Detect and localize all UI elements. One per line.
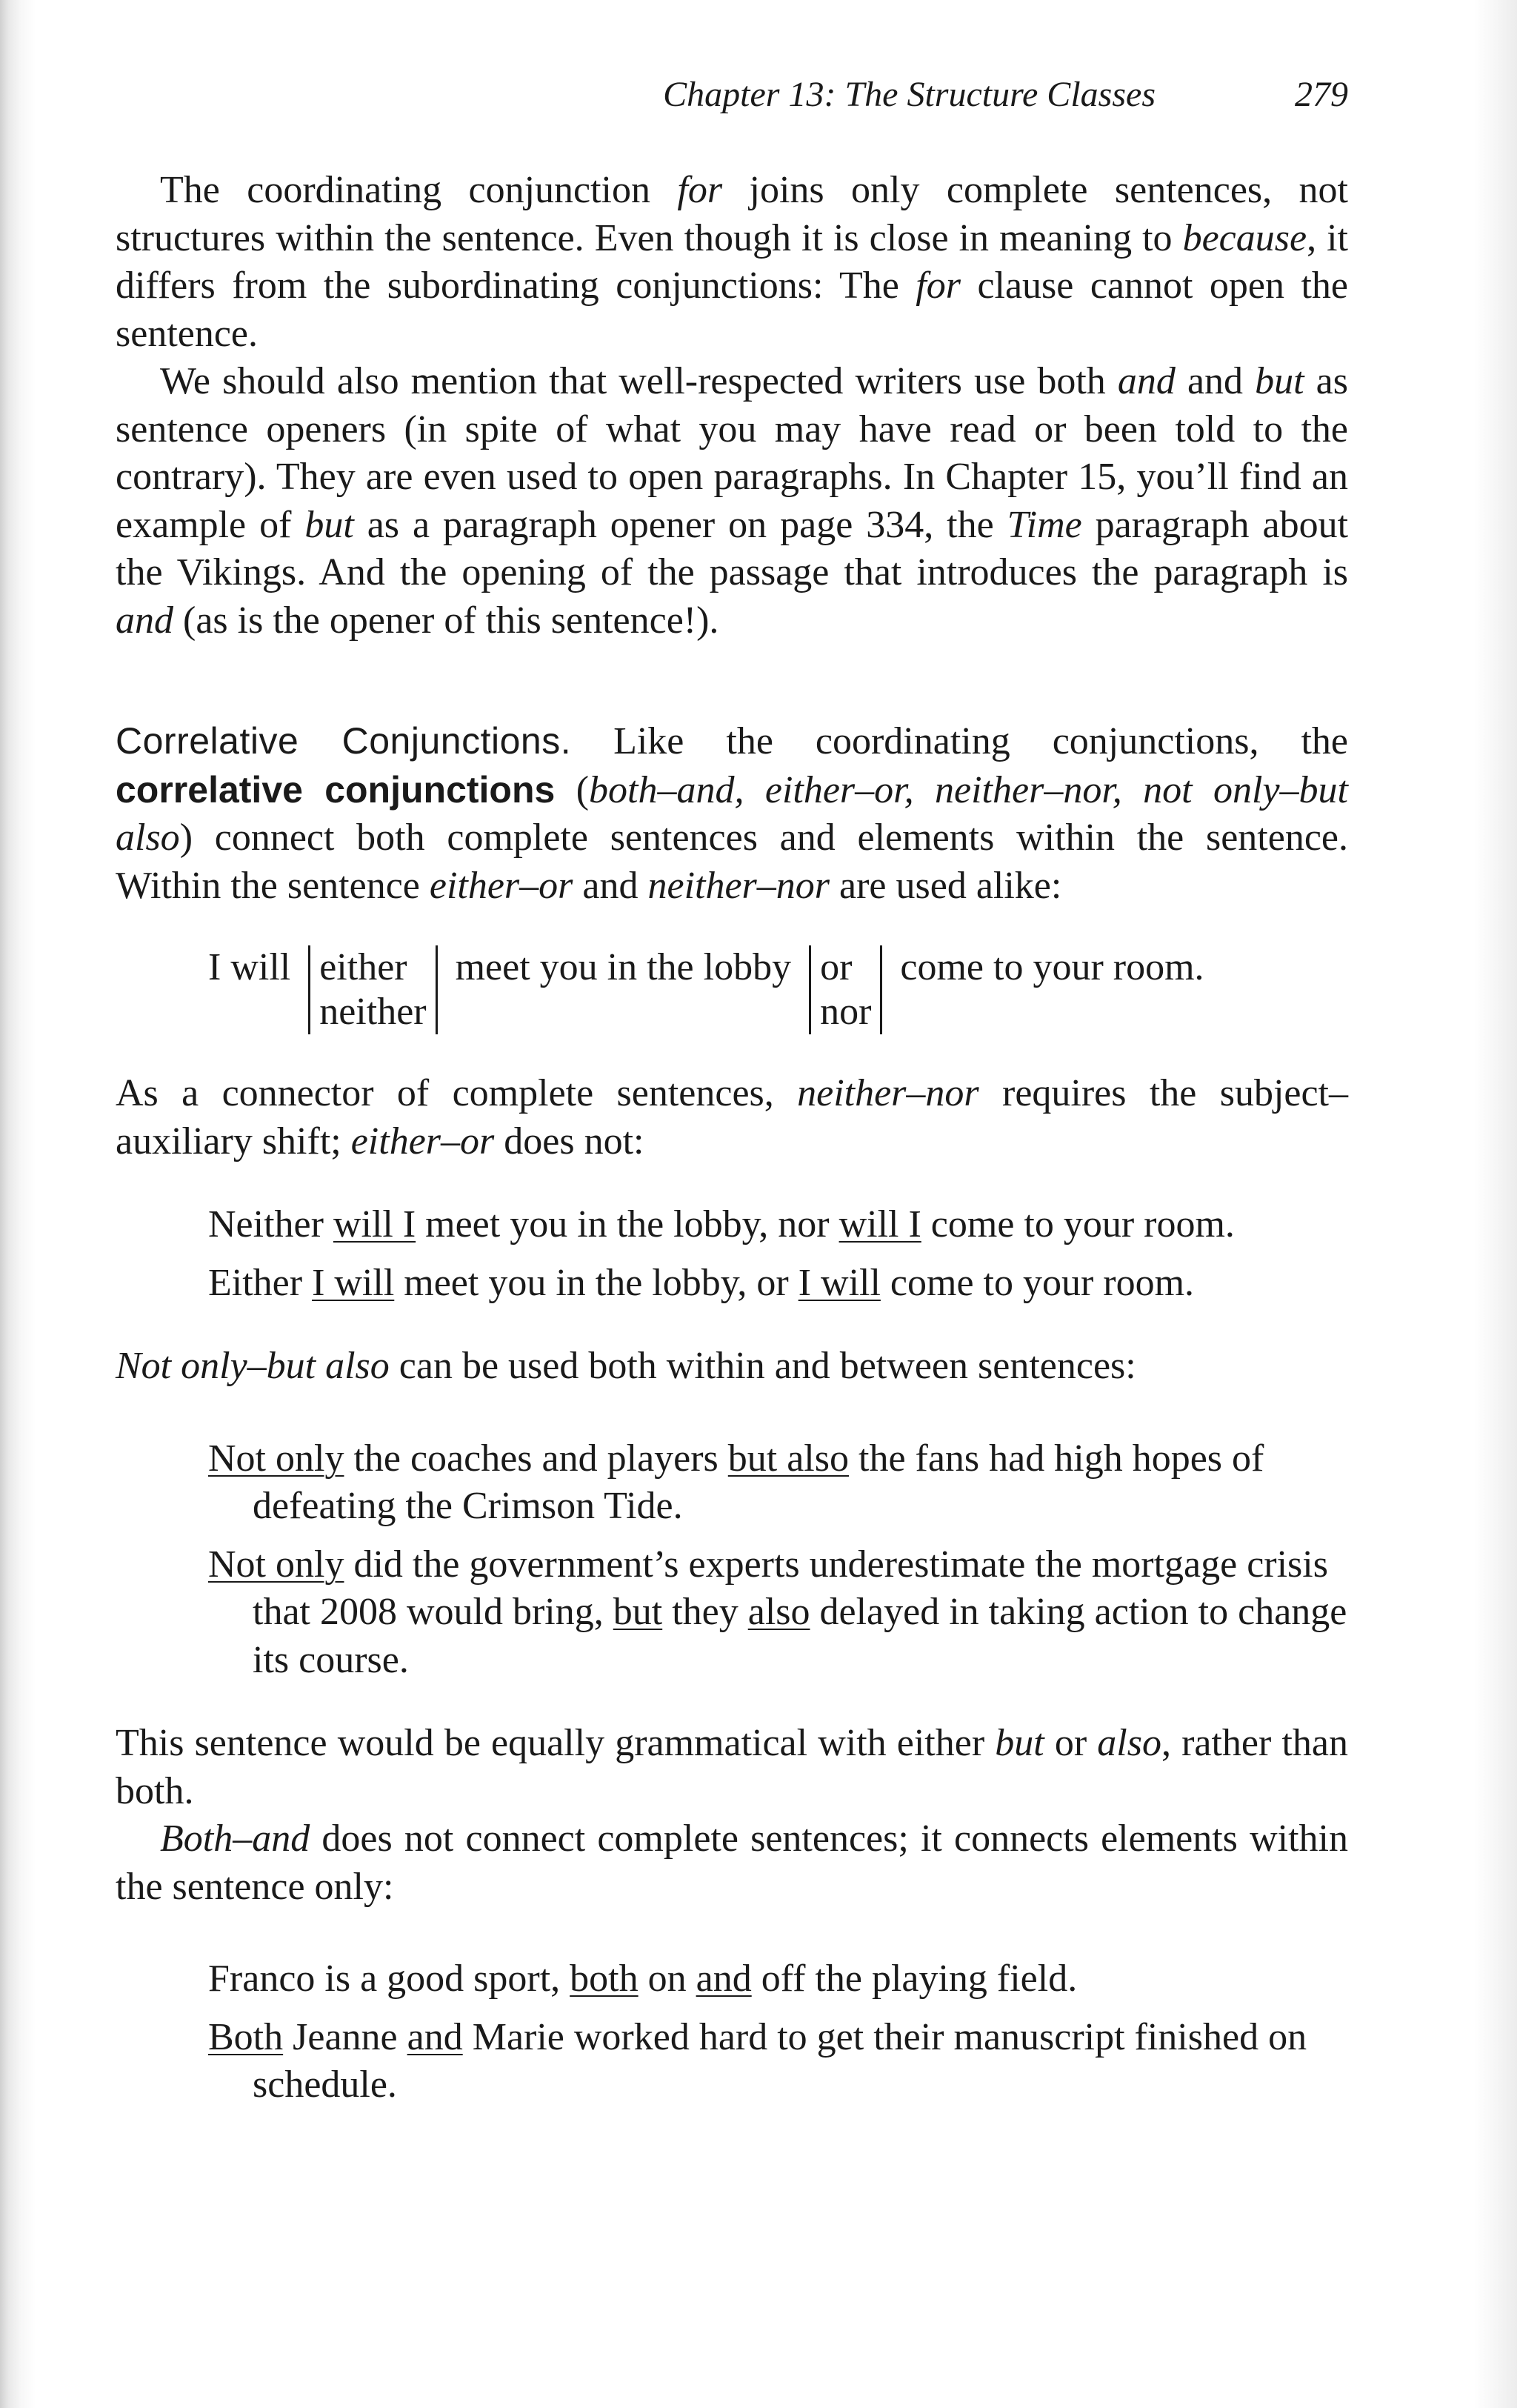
text-run: come to your room.: [880, 1261, 1195, 1304]
example-sentence: [208, 2014, 1348, 2109]
text-run: did the government’s experts underestimate the mortgage crisis that 2008 would bring,: [253, 1543, 1328, 1633]
text-run: delayed in taking action to change its course.: [253, 1591, 1347, 1681]
text-run: (as is the opener of this sentence!).: [173, 599, 719, 642]
text-run: the fans had high hopes of defeating the Crimson Tide.: [253, 1437, 1264, 1527]
text-run: As a connector of complete sentences,: [116, 1072, 798, 1114]
example-sentence: [208, 1260, 1348, 1308]
text-run: requires the subject–auxiliary shift;: [116, 1072, 1349, 1163]
choice-option: either: [319, 946, 407, 988]
text-run: (: [555, 768, 590, 811]
bold-term: correlative conjunctions: [116, 768, 556, 811]
text-run: ) connect both complete sentences and elements within the sentence. Within the sentence: [116, 816, 1348, 907]
underlined-term: but also: [727, 1437, 849, 1480]
page-number: 279: [1295, 75, 1348, 114]
underlined-term: I will: [798, 1261, 881, 1304]
choice-example: [208, 945, 1348, 1034]
italic-term: neither–nor: [797, 1072, 979, 1114]
text-run: , rather than both.: [116, 1722, 1348, 1812]
italic-term: for: [677, 169, 723, 211]
italic-term: but: [995, 1722, 1044, 1764]
italic-term: both–and, either–or, neither–nor, not only–but also: [116, 768, 1348, 859]
section-heading: Correlative Conjunctions.: [116, 720, 572, 762]
choice-bracket-2: [809, 945, 882, 1034]
text-run: clause cannot open the sentence.: [116, 265, 1348, 355]
text-run: Jeanne: [283, 2015, 407, 2058]
choice-option: or: [820, 946, 853, 988]
italic-term: but: [1255, 360, 1304, 402]
italic-term: for: [916, 265, 961, 307]
italic-term: neither–nor: [647, 864, 830, 907]
text-run: are used alike:: [830, 864, 1062, 907]
underlined-term: will I: [333, 1203, 416, 1245]
text-run: as a paragraph opener on page 334, the: [353, 503, 1007, 546]
page-body: [116, 167, 1348, 2109]
chapter-title: Chapter 13: The Structure Classes: [663, 75, 1156, 114]
text-run: meet you in the lobby, nor: [416, 1203, 839, 1245]
underlined-term: Not only: [208, 1543, 344, 1586]
paragraph-both-and: [116, 1815, 1348, 1911]
italic-term: but: [304, 503, 354, 546]
italic-term: also: [1097, 1722, 1161, 1764]
underlined-term: and: [696, 1958, 752, 2000]
text-run: or: [1044, 1722, 1098, 1764]
text-run: , it differs from the subordinating conjunctions: The: [116, 216, 1349, 307]
text-run: on: [638, 1958, 696, 2000]
text-run: does not connect complete sentences; it connects elements within the sentence only:: [116, 1817, 1348, 1908]
italic-term: either–or: [429, 864, 573, 907]
running-header: [0, 74, 1348, 126]
paragraph-connector: [116, 1070, 1348, 1165]
example-sentence: [208, 1541, 1348, 1685]
underlined-term: but: [613, 1591, 663, 1633]
paragraph-equally-grammatical: [116, 1720, 1348, 1815]
italic-term: because: [1182, 216, 1307, 259]
text-run: the coaches and players: [344, 1437, 728, 1480]
underlined-term: both: [570, 1958, 639, 2000]
italic-term: Not only–but also: [116, 1345, 390, 1387]
text-run: can be used both within and between sentences:: [389, 1345, 1136, 1387]
example-text: meet you in the lobby: [455, 946, 792, 988]
paragraph-sentence-openers: [116, 358, 1348, 645]
italic-term: either–or: [350, 1120, 495, 1163]
example-sentence: [208, 1435, 1348, 1531]
text-run: as sentence openers (in spite of what you may have read or been told to the contrary). They are even used to open paragraphs. In Chapter 15, you’ll find an example of: [116, 360, 1348, 546]
example-sentence: [208, 1955, 1348, 2003]
text-run: We should also mention that well-respected writers use both: [160, 360, 1118, 402]
paragraph-for-conjunction: [116, 167, 1348, 358]
paragraph-correlative-conjunctions: [116, 717, 1348, 910]
text-run: and: [1175, 360, 1256, 402]
text-run: off the playing field.: [751, 1958, 1078, 2000]
choice-option: nor: [820, 991, 872, 1033]
underlined-term: Not only: [208, 1437, 344, 1480]
italic-term: Time: [1007, 503, 1082, 546]
italic-term: and: [116, 599, 173, 642]
underlined-term: I will: [312, 1261, 395, 1304]
underlined-term: Both: [208, 2015, 284, 2058]
choice-option: neither: [319, 991, 427, 1033]
paragraph-not-only: [116, 1343, 1348, 1391]
text-run: they: [662, 1591, 748, 1633]
choice-bracket-1: [308, 945, 437, 1034]
italic-term: and: [1117, 360, 1176, 402]
text-run: Marie worked hard to get their manuscript finished on schedule.: [253, 2015, 1307, 2106]
underlined-term: will I: [838, 1203, 921, 1245]
italic-term: Both–and: [160, 1817, 310, 1860]
text-run: joins only complete sentences, not structures within the sentence. Even though it is close in meaning to: [116, 169, 1348, 259]
text-run: This sentence would be equally grammatical with either: [116, 1722, 996, 1764]
example-sentence: [208, 1201, 1348, 1249]
text-run: meet you in the lobby, or: [394, 1261, 798, 1304]
text-run: Either: [208, 1261, 313, 1304]
example-text: I will: [208, 946, 291, 988]
text-run: paragraph about the Vikings. And the opening of the passage that introduces the paragraph is: [116, 503, 1349, 593]
underlined-term: and: [407, 2015, 463, 2058]
text-run: Neither: [208, 1203, 333, 1245]
underlined-term: also: [747, 1591, 810, 1633]
text-run: does not:: [494, 1120, 644, 1163]
example-text: come to your room.: [900, 946, 1204, 988]
text-run: and: [573, 864, 648, 907]
text-run: The coordinating conjunction: [160, 169, 678, 211]
text-run: Like the coordinating conjunctions, the: [571, 720, 1348, 762]
text-run: come to your room.: [921, 1203, 1235, 1245]
text-run: Franco is a good sport,: [208, 1958, 570, 2000]
